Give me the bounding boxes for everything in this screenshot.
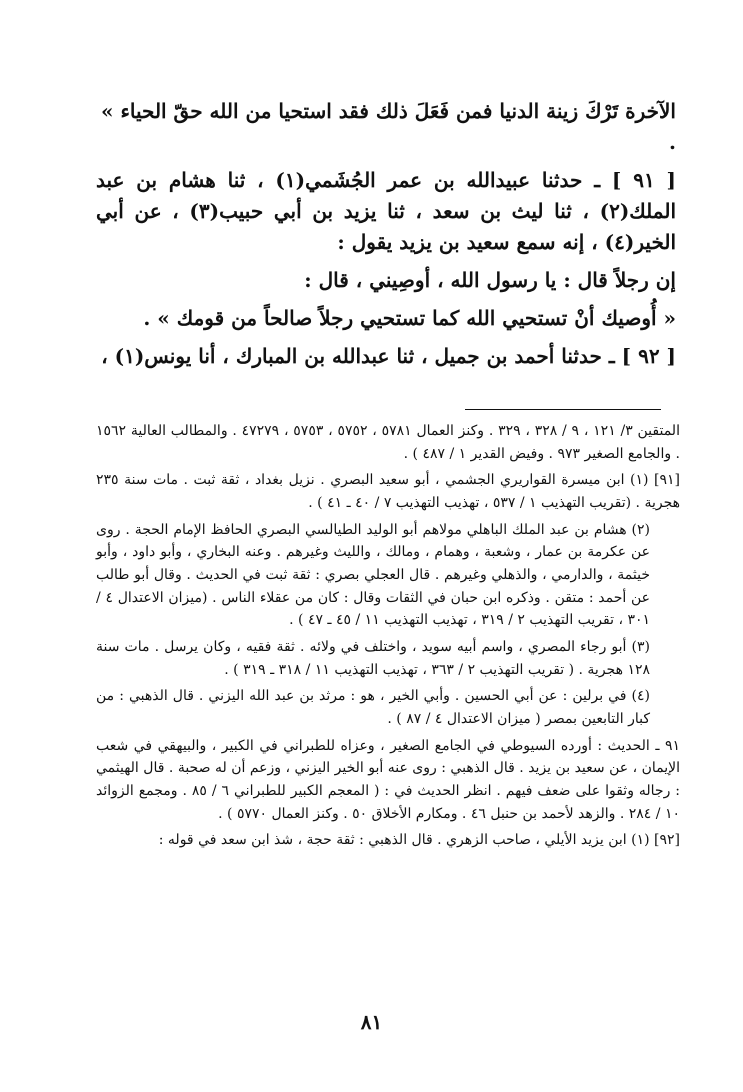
footnote-hadith-91: ٩١ ـ الحديث : أورده السيوطي في الجامع الصغير ، وعزاه للطبراني في الكبير ، والبيهقي في شعب الإيمان ، عن سعيد بن يزيد . قال الذهبي : روى عنه أبو الخير اليزني ، وزعم أن له صحبة . قال الهيثمي : رجاله وثقوا على ضعف فيهم . انظر الحديث في : ( المعجم الكبير للطبراني ٦ / ٨٥ . ومجمع الزوائد ١٠ / ٢٨٤ . والزهد لأحمد بن حنبل ٤٦ . ومكارم الأخلاق ٥٠ . وكنز العمال ٥٧٧٠ ) . [96,737,681,822]
main-paragraph-question: إن رجلاً قال : يا رسول الله ، أوصِيني ، قال : [304,268,676,292]
footnote-91-4: (٤) في برلين : عن أبي الحسين . وأبي الخير ، هو : مرثد بن عبد الله اليزني . قال الذهبي : من كبار التابعين بمصر ( ميزان الاعتدال ٤ / ٨٧ ) . [96,688,650,728]
page-number: ٨١ [360,1010,383,1034]
main-paragraph-hadith-92-isnad: [ ٩٢ ] ـ حدثنا أحمد بن جميل ، ثنا عبدالله بن المبارك ، أنا يونس(١) ، [101,344,676,368]
main-paragraph-hadith-ending: الآخرة تَرْكَ زينة الدنيا فمن فَعَلَ ذلك فقد استحيا من الله حقّ الحياء » . [101,99,676,154]
footnote-continuation: المتقين ٣/ ١٢١ ، ٩ / ٣٢٨ ، ٣٢٩ . وكنز العمال ٥٧٨١ ، ٥٧٥٢ ، ٥٧٥٣ ، ٤٧٢٧٩ . والمطالب العالية ١٥٦٢ . والجامع الصغير ٩٧٣ . وفيض القدير ١ / ٤٨٧ ) . [96,423,680,462]
footnote-91-2: (٢) هشام بن عبد الملك الباهلي مولاهم أبو الوليد الطيالسي البصري الحافظ الإمام الحجة . روى عن عكرمة بن عمار ، وشعبة ، وهمام ، ومالك ، والليث وغيرهم . وعنه البخاري ، وأبو داود ، وأبو خيثمة ، والدارمي ، والذهلي وغيرهم . قال العجلي بصري : ثقة ثبت في الحديث . وقال أبو طالب عن أحمد : متقن . وذكره ابن حبان في الثقات وقال : كان من عقلاء الناس . (ميزان الاعتدال ٤ / ٣٠١ ، تقريب التهذيب ٢ / ٣١٩ ، تهذيب التهذيب ١١ / ٤٥ ـ ٤٧ ) . [96,521,651,629]
footnote-91-1: [٩١] (١) ابن ميسرة القواريري الجشمي ، أبو سعيد البصري . نزيل بغداد ، ثقة ثبت . مات سنة ٢٣٥ هجرية . (تقريب التهذيب ١ / ٥٣٧ ، تهذيب التهذيب ٧ / ٤٠ ـ ٤١ ) . [96,472,680,512]
main-paragraph-hadith-91-isnad: [ ٩١ ] ـ حدثنا عبيدالله بن عمر الجُشَمي(١) ، ثنا هشام بن عبد الملك(٢) ، ثنا ليث بن سعد ، ثنا يزيد بن أبي حبيب(٣) ، عن أبي الخير(٤) ، إنه سمع سعيد بن يزيد يقول : [96,168,676,254]
footnote-91-3: (٣) أبو رجاء المصري ، واسم أبيه سويد ، واختلف في ولائه . ثقة فقيه ، وكان يرسل . مات سنة ١٢٨ هجرية . ( تقريب التهذيب ٢ / ٣٦٣ ، تهذيب التهذيب ١١ / ٣١٨ ـ ٣١٩ ) . [96,639,650,678]
main-text [96,96,676,379]
footnotes [96,420,680,856]
footnote-92-1: [٩٢] (١) ابن يزيد الأيلي ، صاحب الزهري . قال الذهبي : ثقة حجة ، شذ ابن سعد في قوله : [158,832,680,849]
footnote-divider [465,409,661,410]
main-paragraph-answer: « أُوصيك أنْ تستحيي الله كما تستحيي رجلاً صالحاً من قومك » . [143,306,676,330]
